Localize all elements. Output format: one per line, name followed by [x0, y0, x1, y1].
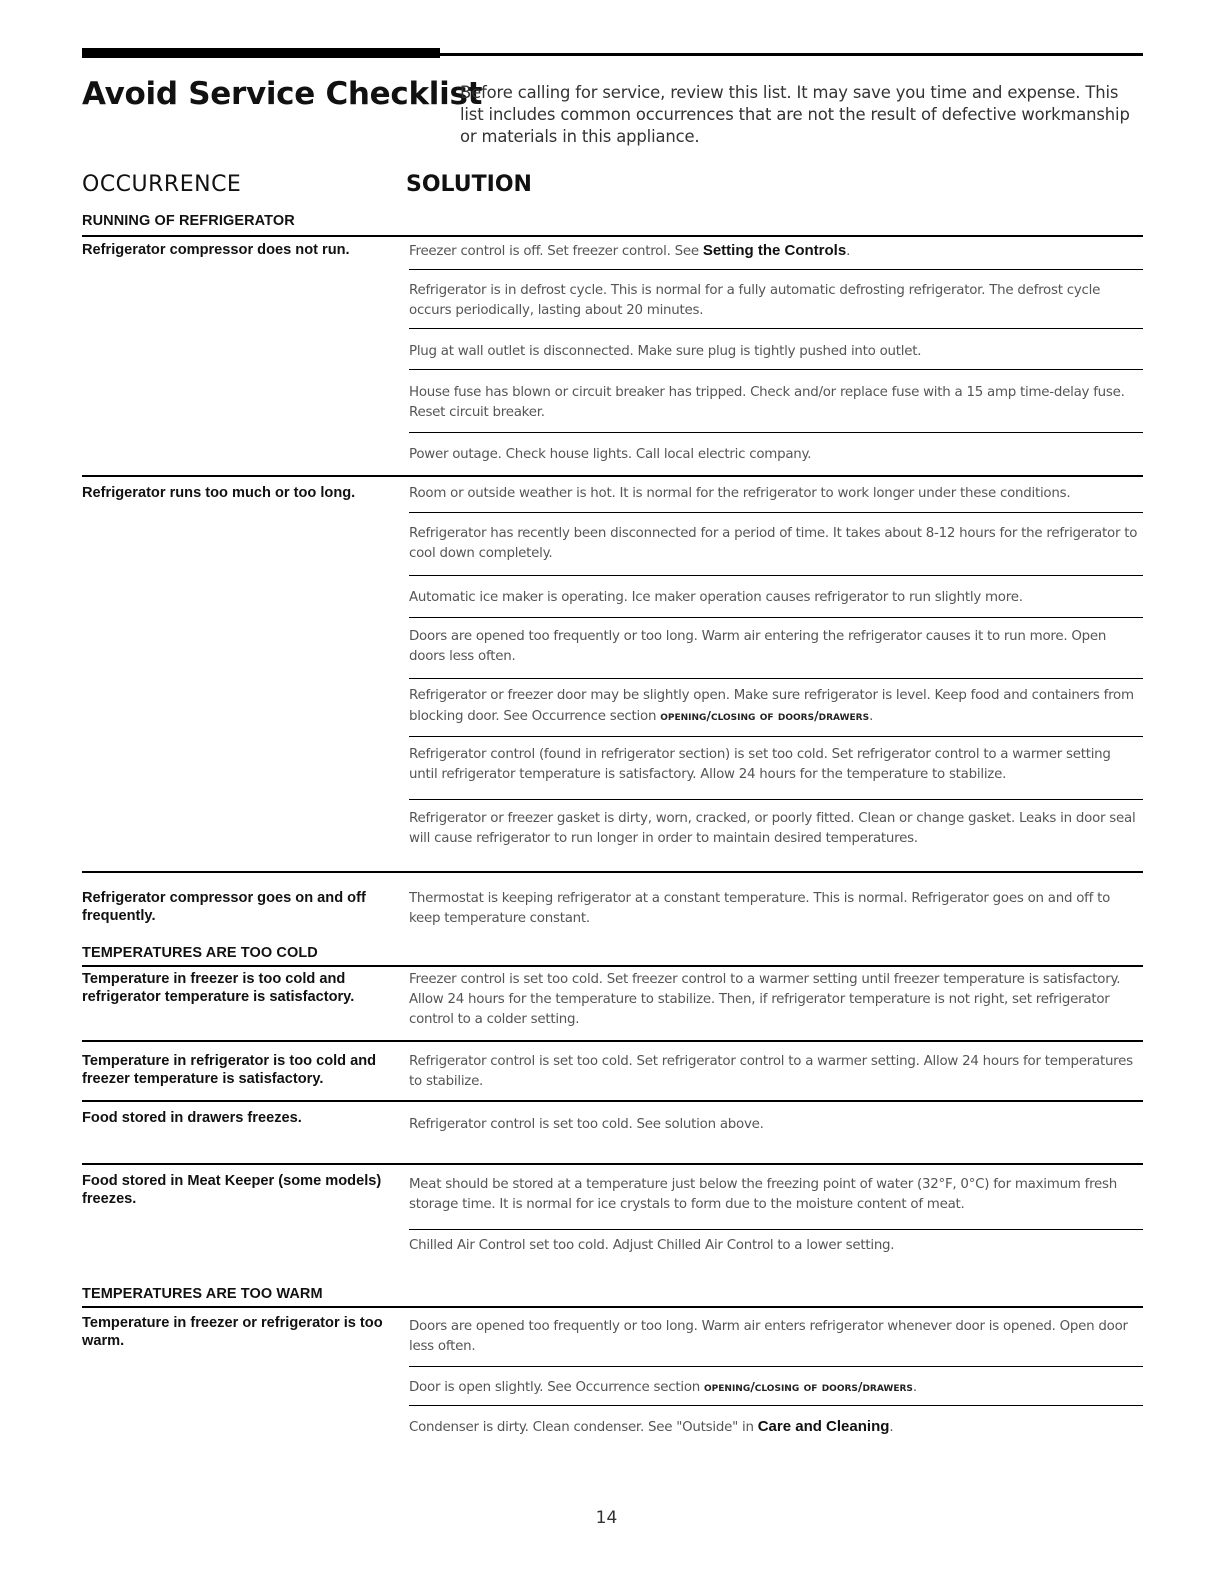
solution-text: Room or outside weather is hot. It is normal for the refrigerator to work longer under these conditions.: [409, 486, 1071, 501]
occurrence-label: Temperature in freezer is too cold and refrigerator temperature is satisfactory.: [82, 971, 355, 1005]
occurrence-divider: [82, 871, 1143, 873]
solution-text: Meat should be stored at a temperature just below the freezing point of water (32°F, 0°C) for maximum fresh storage time. It is normal for ice crystals to form due to the moisture content of meat.: [409, 1177, 1117, 1212]
page-number: 14: [595, 1508, 618, 1528]
occurrence-divider: [82, 475, 1143, 477]
solution-divider: [409, 617, 1143, 618]
header-rule: [82, 48, 1143, 58]
section-rule: [82, 235, 1143, 237]
solution-text: Freezer control is off. Set freezer control. See Setting the Controls.: [409, 242, 851, 259]
solution-text: Freezer control is set too cold. Set freezer control to a warmer setting until freezer temperature is satisfactory. Allow 24 hours for the temperature to stabilize. Then, if refrigerator temperature is not right, set refrigerator control to a colder setting.: [409, 972, 1121, 1027]
occurrence-divider: [82, 1163, 1143, 1165]
solution-divider: [409, 678, 1143, 679]
solution-divider: [409, 1229, 1143, 1230]
solution-text: Refrigerator control (found in refrigerator section) is set too cold. Set refrigerator control to a warmer setting until refrigerator temperature is satisfactory. Allow 24 hours for the temperature to stabilize.: [409, 747, 1111, 782]
solution-text: Condenser is dirty. Clean condenser. See "Outside" in Care and Cleaning.: [409, 1418, 894, 1435]
header-rule-thin: [440, 53, 1143, 56]
section-title: TEMPERATURES ARE TOO COLD: [82, 945, 318, 961]
section-title: RUNNING OF REFRIGERATOR: [82, 213, 295, 229]
solution-text: Doors are opened too frequently or too long. Warm air entering the refrigerator causes it to run more. Open doors less often.: [409, 629, 1107, 664]
solution-text: Power outage. Check house lights. Call local electric company.: [409, 447, 812, 462]
solution-text: Door is open slightly. See Occurrence section opening/closing of doors/drawers.: [409, 1379, 917, 1395]
solution-divider: [409, 512, 1143, 513]
solution-text: Refrigerator has recently been disconnected for a period of time. It takes about 8-12 hours for the refrigerator to cool down completely.: [409, 526, 1138, 561]
occurrence-label: Temperature in refrigerator is too cold and freezer temperature is satisfactory.: [82, 1053, 377, 1087]
solution-text: Refrigerator control is set too cold. See solution above.: [409, 1117, 764, 1132]
solution-divider: [409, 1405, 1143, 1406]
section-rule: [82, 1306, 1143, 1308]
solution-text: Plug at wall outlet is disconnected. Make sure plug is tightly pushed into outlet.: [409, 344, 922, 359]
solution-divider: [409, 799, 1143, 800]
occurrence-divider: [82, 1100, 1143, 1102]
solution-text: Refrigerator or freezer door may be slightly open. Make sure refrigerator is level. Keep food and containers from blocking door. See Occurrence section opening/closing of doors/drawers.: [409, 688, 1134, 724]
solution-divider: [409, 1366, 1143, 1367]
header-rule-thick: [82, 48, 440, 58]
solution-text: Automatic ice maker is operating. Ice maker operation causes refrigerator to run slightly more.: [409, 590, 1023, 605]
solution-divider: [409, 369, 1143, 370]
solution-divider: [409, 269, 1143, 270]
occurrence-label: Temperature in freezer or refrigerator is too warm.: [82, 1315, 383, 1349]
occurrence-label: Refrigerator compressor does not run.: [82, 242, 350, 258]
solution-column-header: SOLUTION: [406, 172, 532, 197]
section-title: TEMPERATURES ARE TOO WARM: [82, 1286, 323, 1302]
solution-text: Doors are opened too frequently or too long. Warm air enters refrigerator whenever door is opened. Open door less often.: [409, 1319, 1128, 1354]
page-title: Avoid Service Checklist: [82, 76, 483, 112]
solution-text: Refrigerator is in defrost cycle. This is normal for a fully automatic defrosting refrigerator. The defrost cycle occurs periodically, lasting about 20 minutes.: [409, 283, 1101, 318]
occurrence-label: Refrigerator compressor goes on and off frequently.: [82, 890, 366, 924]
solution-divider: [409, 328, 1143, 329]
occurrence-label: Food stored in drawers freezes.: [82, 1110, 302, 1126]
solution-divider: [409, 575, 1143, 576]
section-rule: [82, 965, 1143, 967]
solution-divider: [409, 736, 1143, 737]
occurrence-label: Refrigerator runs too much or too long.: [82, 485, 356, 501]
solution-text: House fuse has blown or circuit breaker has tripped. Check and/or replace fuse with a 15 amp time-delay fuse. Reset circuit breaker.: [409, 385, 1125, 420]
solution-text: Refrigerator or freezer gasket is dirty, worn, cracked, or poorly fitted. Clean or change gasket. Leaks in door seal will cause refrigerator to run longer in order to maintain desired temperatures.: [409, 811, 1136, 846]
solution-divider: [409, 432, 1143, 433]
solution-text: Thermostat is keeping refrigerator at a constant temperature. This is normal. Refrigerator goes on and off to keep temperature constant.: [409, 891, 1111, 926]
solution-text: Chilled Air Control set too cold. Adjust Chilled Air Control to a lower setting.: [409, 1238, 895, 1253]
solution-text: Refrigerator control is set too cold. Set refrigerator control to a warmer setting. Allow 24 hours for temperatures to stabilize.: [409, 1054, 1133, 1089]
occurrence-divider: [82, 1040, 1143, 1042]
occurrence-column-header: OCCURRENCE: [82, 172, 242, 197]
intro-text: Before calling for service, review this list. It may save you time and expense. This list includes common occurrences that are not the result of defective workmanship or materials in this appliance.: [460, 83, 1130, 146]
occurrence-label: Food stored in Meat Keeper (some models) freezes.: [82, 1173, 382, 1207]
